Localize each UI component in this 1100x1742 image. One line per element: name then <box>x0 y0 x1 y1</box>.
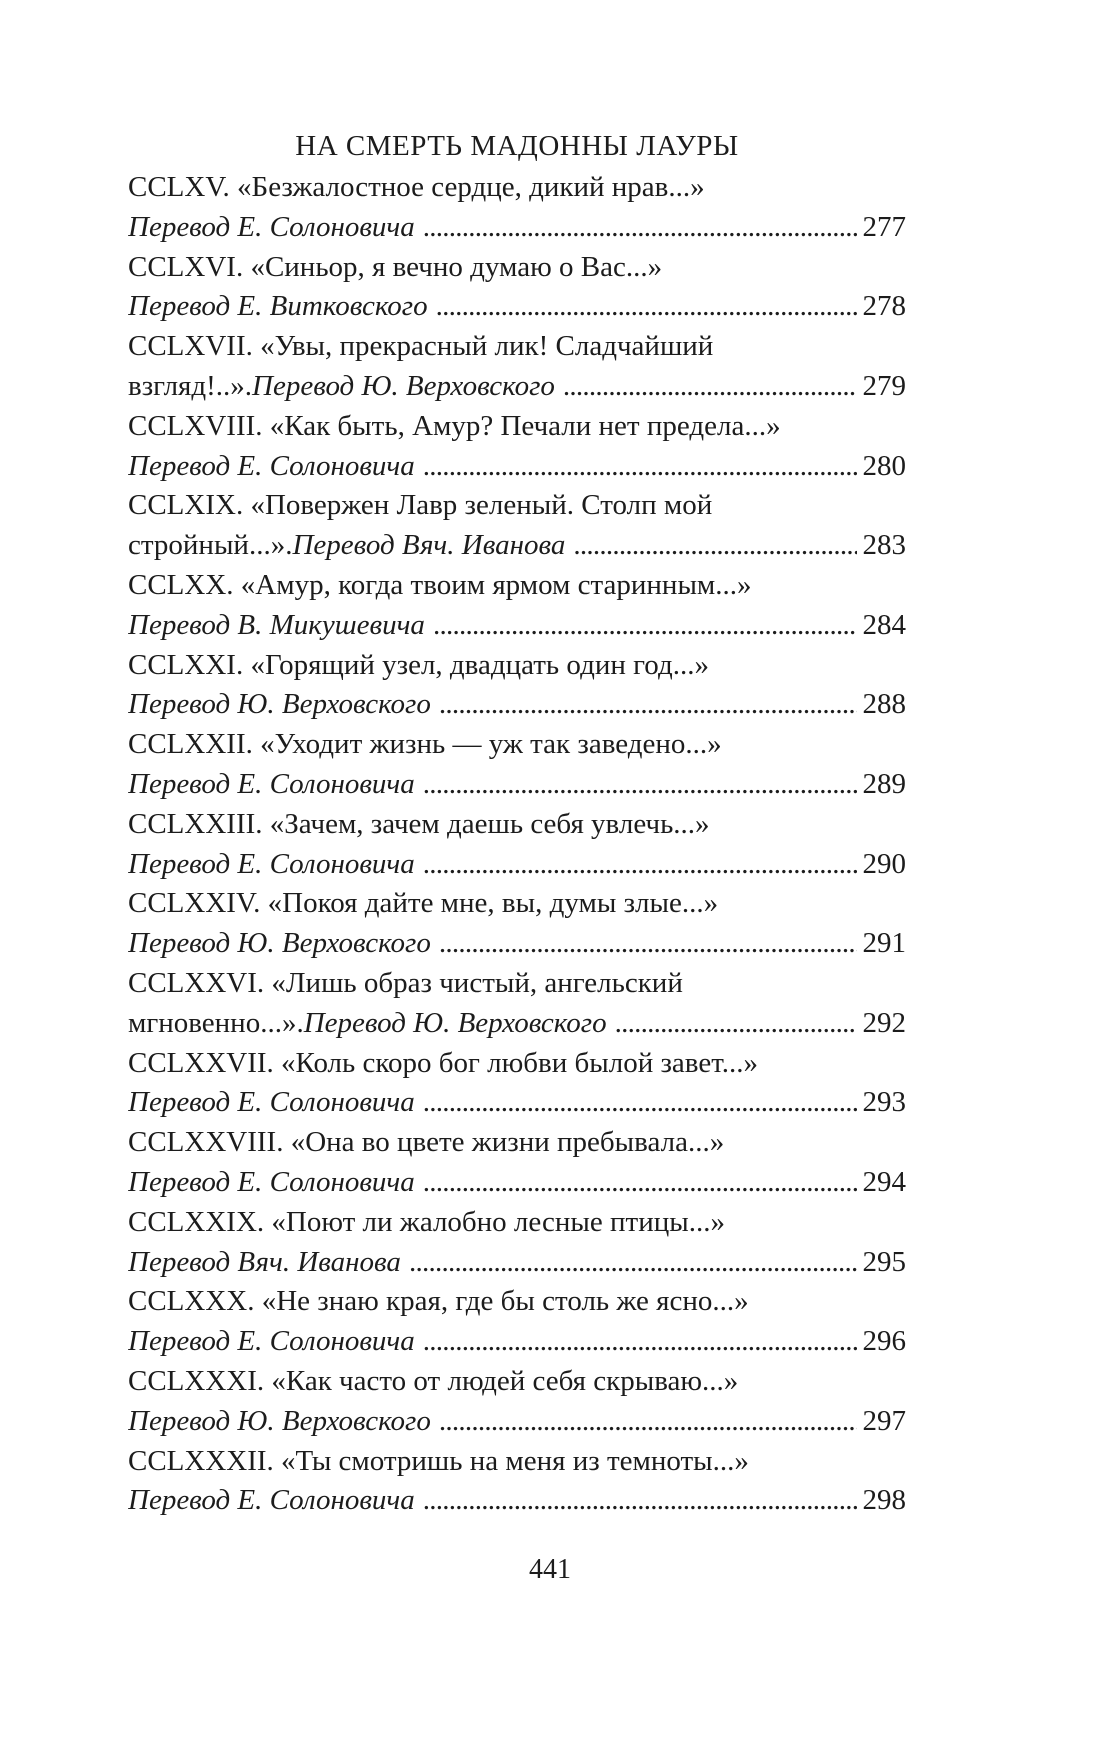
dot-leader <box>615 1004 857 1044</box>
toc-entry <box>128 1442 906 1522</box>
entry-translator: Перевод Ю. Верховского <box>128 688 431 721</box>
dot-leader <box>563 367 857 407</box>
entry-translator: Перевод В. Микушевича <box>128 608 425 641</box>
entry-heading: CCLXXIV. «Покоя дайте мне, вы, думы злые...» <box>128 887 719 920</box>
entry-leader-line <box>128 526 906 566</box>
page-number: 441 <box>529 1554 571 1585</box>
dot-leader <box>423 1083 857 1123</box>
toc-entry <box>128 248 906 328</box>
entry-translator: Перевод Ю. Верховского <box>128 927 431 960</box>
entry-page-number: 295 <box>862 1245 906 1278</box>
entry-page-number: 292 <box>862 1006 906 1039</box>
entry-heading: CCLXXVII. «Коль скоро бог любви былой завет...» <box>128 1046 758 1079</box>
entry-leader-line <box>128 924 906 964</box>
entry-heading: CCLXV. «Безжалостное сердце, дикий нрав...» <box>128 171 705 203</box>
entry-page-number: 290 <box>862 847 906 880</box>
entry-page-number: 283 <box>862 529 906 562</box>
dot-leader <box>439 1402 857 1442</box>
dot-leader <box>433 606 857 646</box>
entry-leader-line <box>128 845 906 885</box>
entry-page-number: 284 <box>862 608 906 641</box>
entry-page-number: 297 <box>862 1404 906 1437</box>
entry-leader-line <box>128 1481 906 1521</box>
entry-page-number: 288 <box>862 688 906 721</box>
dot-leader <box>573 526 856 566</box>
dot-leader <box>423 765 857 805</box>
dot-leader <box>439 685 857 725</box>
entry-page-number: 289 <box>862 767 906 800</box>
toc-entry <box>128 168 906 248</box>
entry-translator: Перевод Е. Солоновича <box>128 1484 415 1517</box>
toc-entry <box>128 1123 906 1203</box>
toc-entry <box>128 964 906 1044</box>
entry-heading: CCLXXXII. «Ты смотришь на меня из темноты...» <box>128 1444 749 1477</box>
entry-heading: CCLXXIII. «Зачем, зачем даешь себя увлечь...» <box>128 807 710 840</box>
toc-entry <box>128 805 906 885</box>
entry-translator: Перевод Вяч. Иванова <box>128 1245 401 1278</box>
entry-heading: CCLXXVIII. «Она во цвете жизни пребывала...» <box>128 1126 725 1159</box>
entry-heading: CCLXVIII. «Как быть, Амур? Печали нет предела...» <box>128 409 781 442</box>
entry-leader-line <box>128 1243 906 1283</box>
entry-page-number: 278 <box>862 290 906 323</box>
entry-leader-line <box>128 1083 906 1123</box>
dot-leader <box>423 1481 857 1521</box>
entry-page-number: 298 <box>862 1484 906 1517</box>
entry-lead-text: мгновенно...». <box>128 1006 304 1039</box>
entry-leader-line <box>128 447 906 487</box>
dot-leader <box>423 845 857 885</box>
entry-translator: Перевод Е. Витковского <box>128 290 428 323</box>
entry-translator: Перевод Е. Солоновича <box>128 449 415 482</box>
entry-heading: CCLXXIX. «Поют ли жалобно лесные птицы...» <box>128 1205 725 1238</box>
entry-lead-text: взгляд!..». <box>128 369 253 402</box>
entry-heading: CCLXX. «Амур, когда твоим ярмом старинным...» <box>128 568 752 601</box>
toc-entry <box>128 407 906 487</box>
entry-page-number: 277 <box>862 210 906 243</box>
dot-leader <box>423 447 857 487</box>
toc-entry <box>128 566 906 646</box>
entry-translator: Перевод Е. Солоновича <box>128 210 415 243</box>
dot-leader <box>423 1163 857 1203</box>
entry-heading: CCLXXII. «Уходит жизнь — уж так заведено...» <box>128 728 722 761</box>
entry-lead-text: стройный...». <box>128 529 293 562</box>
entry-translator: Перевод Е. Солоновича <box>128 767 415 800</box>
entry-leader-line <box>128 685 906 725</box>
entry-translator: Перевод Е. Солоновича <box>128 1086 415 1119</box>
entry-translator: Перевод Е. Солоновича <box>128 1165 415 1198</box>
entry-translator: Перевод Ю. Верховского <box>128 1404 431 1437</box>
section-title: НА СМЕРТЬ МАДОННЫ ЛАУРЫ <box>295 130 739 162</box>
toc-entry <box>128 1044 906 1124</box>
entry-leader-line <box>128 208 906 248</box>
entry-page-number: 280 <box>862 449 906 482</box>
entry-page-number: 279 <box>862 369 906 402</box>
entry-page-number: 293 <box>862 1086 906 1119</box>
dot-leader <box>423 1322 857 1362</box>
entry-heading: CCLXVI. «Синьор, я вечно думаю о Вас...» <box>128 250 663 283</box>
entry-leader-line <box>128 1004 906 1044</box>
dot-leader <box>409 1243 857 1283</box>
toc-entry <box>128 1362 906 1442</box>
entry-leader-line <box>128 606 906 646</box>
entry-heading: CCLXXXI. «Как часто от людей себя скрываю...» <box>128 1364 739 1397</box>
entry-page-number: 296 <box>862 1325 906 1358</box>
entry-leader-line <box>128 1402 906 1442</box>
toc-entry <box>128 725 906 805</box>
entry-leader-line <box>128 1322 906 1362</box>
entry-heading: CCLXXX. «Не знаю края, где бы столь же ясно...» <box>128 1285 749 1318</box>
toc-entry <box>128 1203 906 1283</box>
toc-entry <box>128 486 906 566</box>
entry-translator: Перевод Е. Солоновича <box>128 1325 415 1358</box>
toc-entry <box>128 1282 906 1362</box>
entry-heading: CCLXXI. «Горящий узел, двадцать один год...» <box>128 648 709 681</box>
entry-leader-line <box>128 1163 906 1203</box>
entry-leader-line <box>128 765 906 805</box>
entry-translator: Перевод Ю. Верховского <box>303 1006 607 1039</box>
entry-page-number: 294 <box>862 1165 906 1198</box>
entry-translator: Перевод Ю. Верховского <box>252 369 555 402</box>
entry-heading: CCLXXVI. «Лишь образ чистый, ангельский <box>128 966 683 999</box>
entry-leader-line <box>128 287 906 327</box>
entry-leader-line <box>128 367 906 407</box>
toc-entry <box>128 327 906 407</box>
entry-translator: Перевод Е. Солоновича <box>128 847 415 880</box>
dot-leader <box>436 287 857 327</box>
dot-leader <box>439 924 857 964</box>
entry-heading: CCLXIX. «Повержен Лавр зеленый. Столп мой <box>128 489 713 522</box>
toc-entry <box>128 884 906 964</box>
entry-heading: CCLXVII. «Увы, прекрасный лик! Сладчайший <box>128 330 714 363</box>
contents-page <box>128 128 906 1521</box>
dot-leader <box>423 208 857 248</box>
entry-page-number: 291 <box>862 927 906 960</box>
entry-translator: Перевод Вяч. Иванова <box>292 529 566 562</box>
toc-entry <box>128 646 906 726</box>
